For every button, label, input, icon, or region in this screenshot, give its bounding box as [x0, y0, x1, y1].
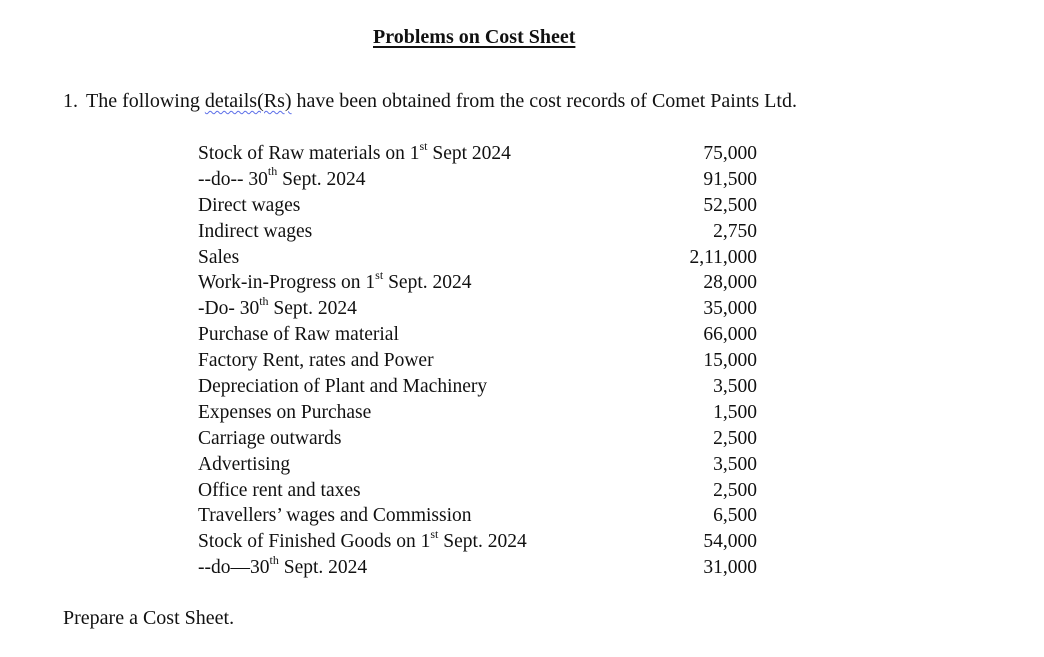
item-label-date: Sept. 2024	[268, 298, 357, 320]
item-label-text: --do—30	[198, 557, 270, 579]
item-label-text: Work-in-Progress on 1	[198, 272, 376, 294]
item-label	[198, 164, 366, 193]
item-label-text: Travellers’ wages and Commission	[198, 505, 472, 527]
item-label	[198, 552, 368, 581]
item-label-date: Sept 2024	[427, 143, 511, 164]
item-amount: 15,000	[703, 350, 757, 372]
ordinal-suffix: th	[267, 164, 278, 179]
question-text-end: have been obtained from the cost records of Comet Paints Ltd.	[291, 90, 797, 112]
list-item	[198, 374, 763, 400]
item-label-text: Advertising	[198, 453, 291, 475]
list-item	[198, 245, 763, 271]
list-item	[198, 552, 763, 581]
item-label-text: Factory Rent, rates and Power	[198, 350, 434, 372]
item-label-text: Expenses on Purchase	[198, 401, 372, 423]
list-item	[198, 503, 763, 529]
item-label	[198, 322, 399, 348]
item-label	[198, 293, 357, 322]
item-label	[198, 219, 312, 245]
page-title: Problems on Cost Sheet	[373, 26, 576, 48]
question-text-start: The following	[86, 90, 200, 112]
item-label-text: -Do- 30	[198, 298, 260, 320]
item-label-text: Carriage outwards	[198, 427, 342, 449]
list-item	[198, 400, 763, 426]
instruction-text: Prepare a Cost Sheet.	[63, 607, 235, 629]
item-label-date: Sept. 2024	[383, 272, 472, 294]
question-number: 1.	[63, 90, 78, 112]
list-item	[198, 293, 763, 322]
item-label-text: Office rent and taxes	[198, 479, 361, 501]
item-label-date: Sept. 2024	[438, 531, 527, 553]
ordinal-suffix: th	[269, 552, 279, 567]
list-item	[198, 526, 763, 555]
ordinal-suffix: th	[259, 293, 269, 308]
item-amount: 31,000	[703, 557, 757, 579]
item-amount: 2,500	[713, 479, 757, 501]
item-label	[198, 526, 527, 555]
item-amount: 91,500	[703, 168, 757, 190]
list-item	[198, 426, 763, 452]
item-label-text: Stock of Raw materials on 1	[198, 143, 420, 164]
item-label-text: --do-- 30	[198, 168, 268, 190]
list-item	[198, 267, 763, 296]
item-label	[198, 267, 472, 296]
item-amount: 2,500	[713, 427, 757, 449]
item-amount: 35,000	[703, 298, 757, 320]
item-amount: 28,000	[703, 272, 757, 294]
item-amount: 3,500	[713, 376, 757, 398]
list-item	[198, 138, 763, 167]
ordinal-suffix: st	[430, 526, 439, 541]
item-label	[198, 503, 472, 529]
list-item	[198, 452, 763, 478]
item-amount: 66,000	[703, 324, 757, 346]
item-label	[198, 400, 371, 426]
item-label-text: Depreciation of Plant and Machinery	[198, 376, 488, 398]
item-label	[198, 478, 361, 504]
item-label	[198, 452, 290, 478]
item-label	[198, 138, 511, 167]
item-amount: 6,500	[713, 505, 757, 527]
list-item	[198, 193, 763, 219]
item-amount: 52,500	[703, 194, 757, 216]
list-item	[198, 478, 763, 504]
item-label	[198, 245, 239, 271]
item-label	[198, 374, 487, 400]
item-label-date: Sept. 2024	[278, 557, 368, 579]
item-amount: 2,750	[713, 220, 757, 242]
list-item	[198, 322, 763, 348]
item-label	[198, 426, 342, 452]
list-item	[198, 164, 763, 193]
item-amount: 54,000	[703, 531, 757, 553]
item-label	[198, 193, 300, 219]
item-label	[198, 348, 434, 374]
item-label-text: Stock of Finished Goods on 1	[198, 531, 431, 553]
ordinal-suffix: st	[375, 267, 384, 282]
item-label-date: Sept. 2024	[277, 168, 366, 190]
item-amount: 3,500	[713, 453, 757, 475]
item-label-text: Indirect wages	[198, 220, 313, 242]
item-amount: 1,500	[713, 401, 757, 423]
question-1	[63, 90, 797, 113]
item-label-text: Sales	[198, 246, 240, 268]
item-label-text: Direct wages	[198, 194, 301, 216]
item-amount: 75,000	[703, 143, 757, 164]
spellcheck-flagged-word[interactable]: details(Rs)	[204, 90, 292, 112]
ordinal-suffix: st	[419, 138, 428, 153]
item-label-text: Purchase of Raw material	[198, 324, 399, 346]
list-item	[198, 348, 763, 374]
cost-details-list	[198, 138, 763, 581]
list-item	[198, 219, 763, 245]
item-amount: 2,11,000	[689, 246, 757, 268]
